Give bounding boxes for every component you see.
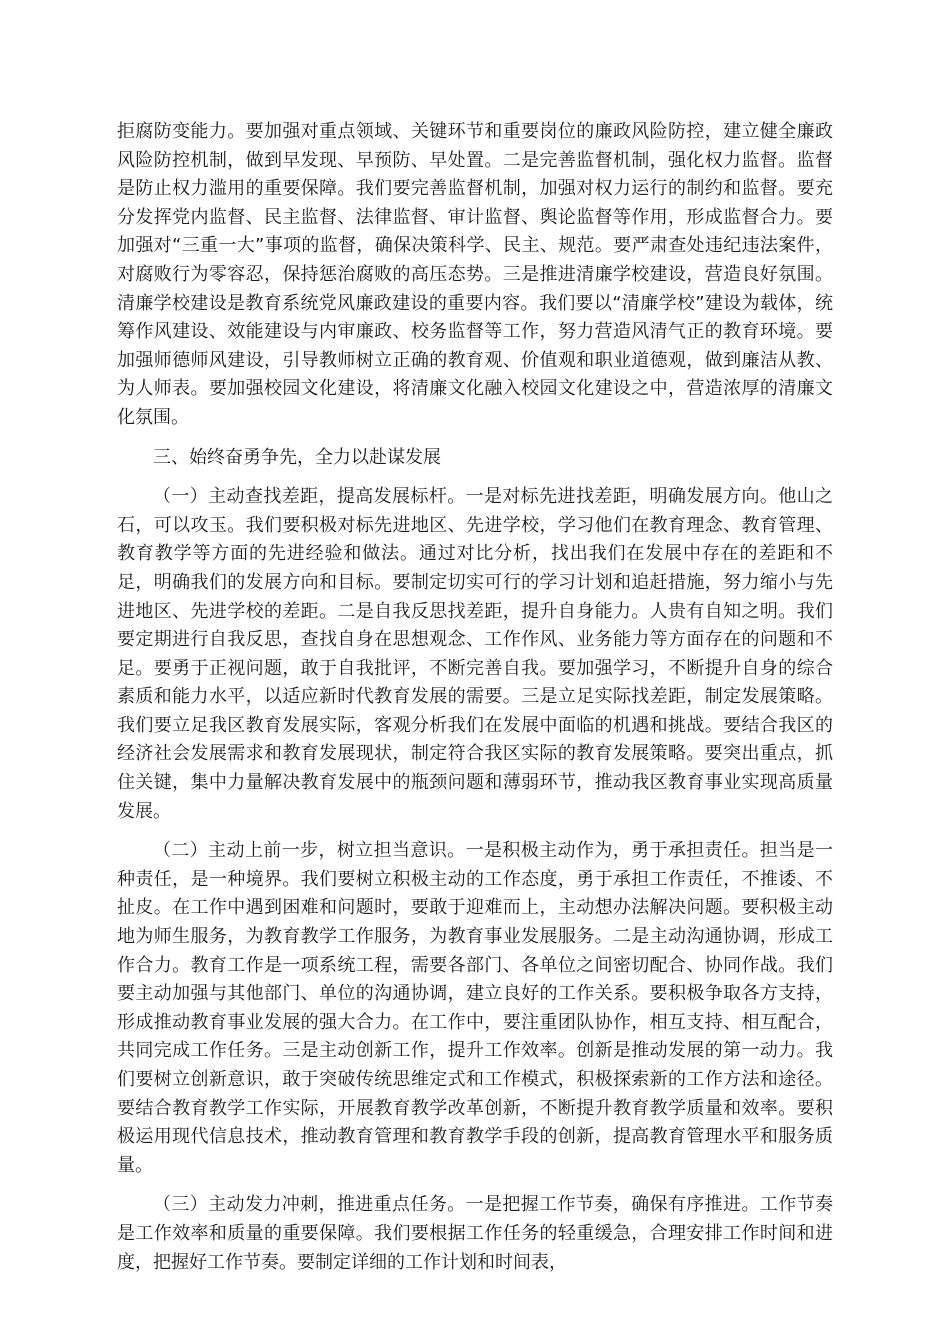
section-heading: 三、始终奋勇争先，全力以赴谋发展	[153, 446, 441, 468]
paragraph-continuation: 拒腐防变能力。要加强对重点领域、关键环节和重要岗位的廉政风险防控，建立健全廉政风险防控机制，做到早发现、早预防、早处置。二是完善监督机制，强化权力监督。监督是防止权力滥用的重要保障。我们要完善监督机制，加强对权力运行的制约和监督。要充分发挥党内监督、民主监督、法律监督、审计监督、舆论监督等作用，形成监督合力。要加强对“三重一大”事项的监督，确保决策科学、民主、规范。要严肃查处违纪违法案件，对腐败行为零容忍，保持惩治腐败的高压态势。三是推进清廉学校建设，营造良好氛围。清廉学校建设是教育系统党风廉政建设的重要内容。我们要以“清廉学校”建设为载体，统筹作风建设、效能建设与内审廉政、校务监督等工作，努力营造风清气正的教育环境。要加强师德师风建设，引导教师树立正确的教育观、价值观和职业道德观，做到廉洁从教、为人师表。要加强校园文化建设，将清廉文化融入校园文化建设之中，营造浓厚的清廉文化氛围。	[117, 121, 833, 428]
paragraph-subsection-1: （一）主动查找差距，提高发展标杆。一是对标先进找差距，明确发展方向。他山之石，可以攻玉。我们要积极对标先进地区、先进学校，学习他们在教育理念、教育管理、教育教学等方面的先进经验和做法。通过对比分析，找出我们在发展中存在的差距和不足，明确我们的发展方向和目标。要制定切实可行的学习计划和追赶措施，努力缩小与先进地区、先进学校的差距。二是自我反思找差距，提升自身能力。人贵有自知之明。我们要定期进行自我反思，查找自身在思想观念、工作作风、业务能力等方面存在的问题和不足。要勇于正视问题，敢于自我批评，不断完善自我。要加强学习，不断提升自身的综合素质和能力水平，以适应新时代教育发展的需要。三是立足实际找差距，制定发展策略。我们要立足我区教育发展实际，客观分析我们在发展中面临的机遇和挑战。要结合我区的经济社会发展需求和教育发展现状，制定符合我区实际的教育发展策略。要突出重点，抓住关键，集中力量解决教育发展中的瓶颈问题和薄弱环节，推动我区教育事业实现高质量发展。	[117, 486, 833, 822]
document-page	[117, 118, 833, 1288]
paragraph-subsection-3: （三）主动发力冲刺，推进重点任务。一是把握工作节奏，确保有序推进。工作节奏是工作效率和质量的重要保障。我们要根据工作任务的轻重缓急，合理安排工作时间和进度，把握好工作节奏。要制定详细的工作计划和时间表，	[117, 1194, 833, 1273]
paragraph-subsection-2: （二）主动上前一步，树立担当意识。一是积极主动作为，勇于承担责任。担当是一种责任，是一种境界。我们要树立积极主动的工作态度，勇于承担工作责任，不推诿、不扯皮。在工作中遇到困难和问题时，要敢于迎难而上，主动想办法解决问题。要积极主动地为师生服务，为教育教学工作服务，为教育事业发展服务。二是主动沟通协调，形成工作合力。教育工作是一项系统工程，需要各部门、各单位之间密切配合、协同作战。我们要主动加强与其他部门、单位的沟通协调，建立良好的工作关系。要积极争取各方支持，形成推动教育事业发展的强大合力。在工作中，要注重团队协作，相互支持、相互配合，共同完成工作任务。三是主动创新工作，提升工作效率。创新是推动发展的第一动力。我们要树立创新意识，敢于突破传统思维定式和工作模式，积极探索新的工作方法和途径。要结合教育教学工作实际，开展教育教学改革创新，不断提升教育教学质量和效率。要积极运用现代信息技术，推动教育管理和教育教学手段的创新，提高教育管理水平和服务质量。	[117, 840, 833, 1176]
